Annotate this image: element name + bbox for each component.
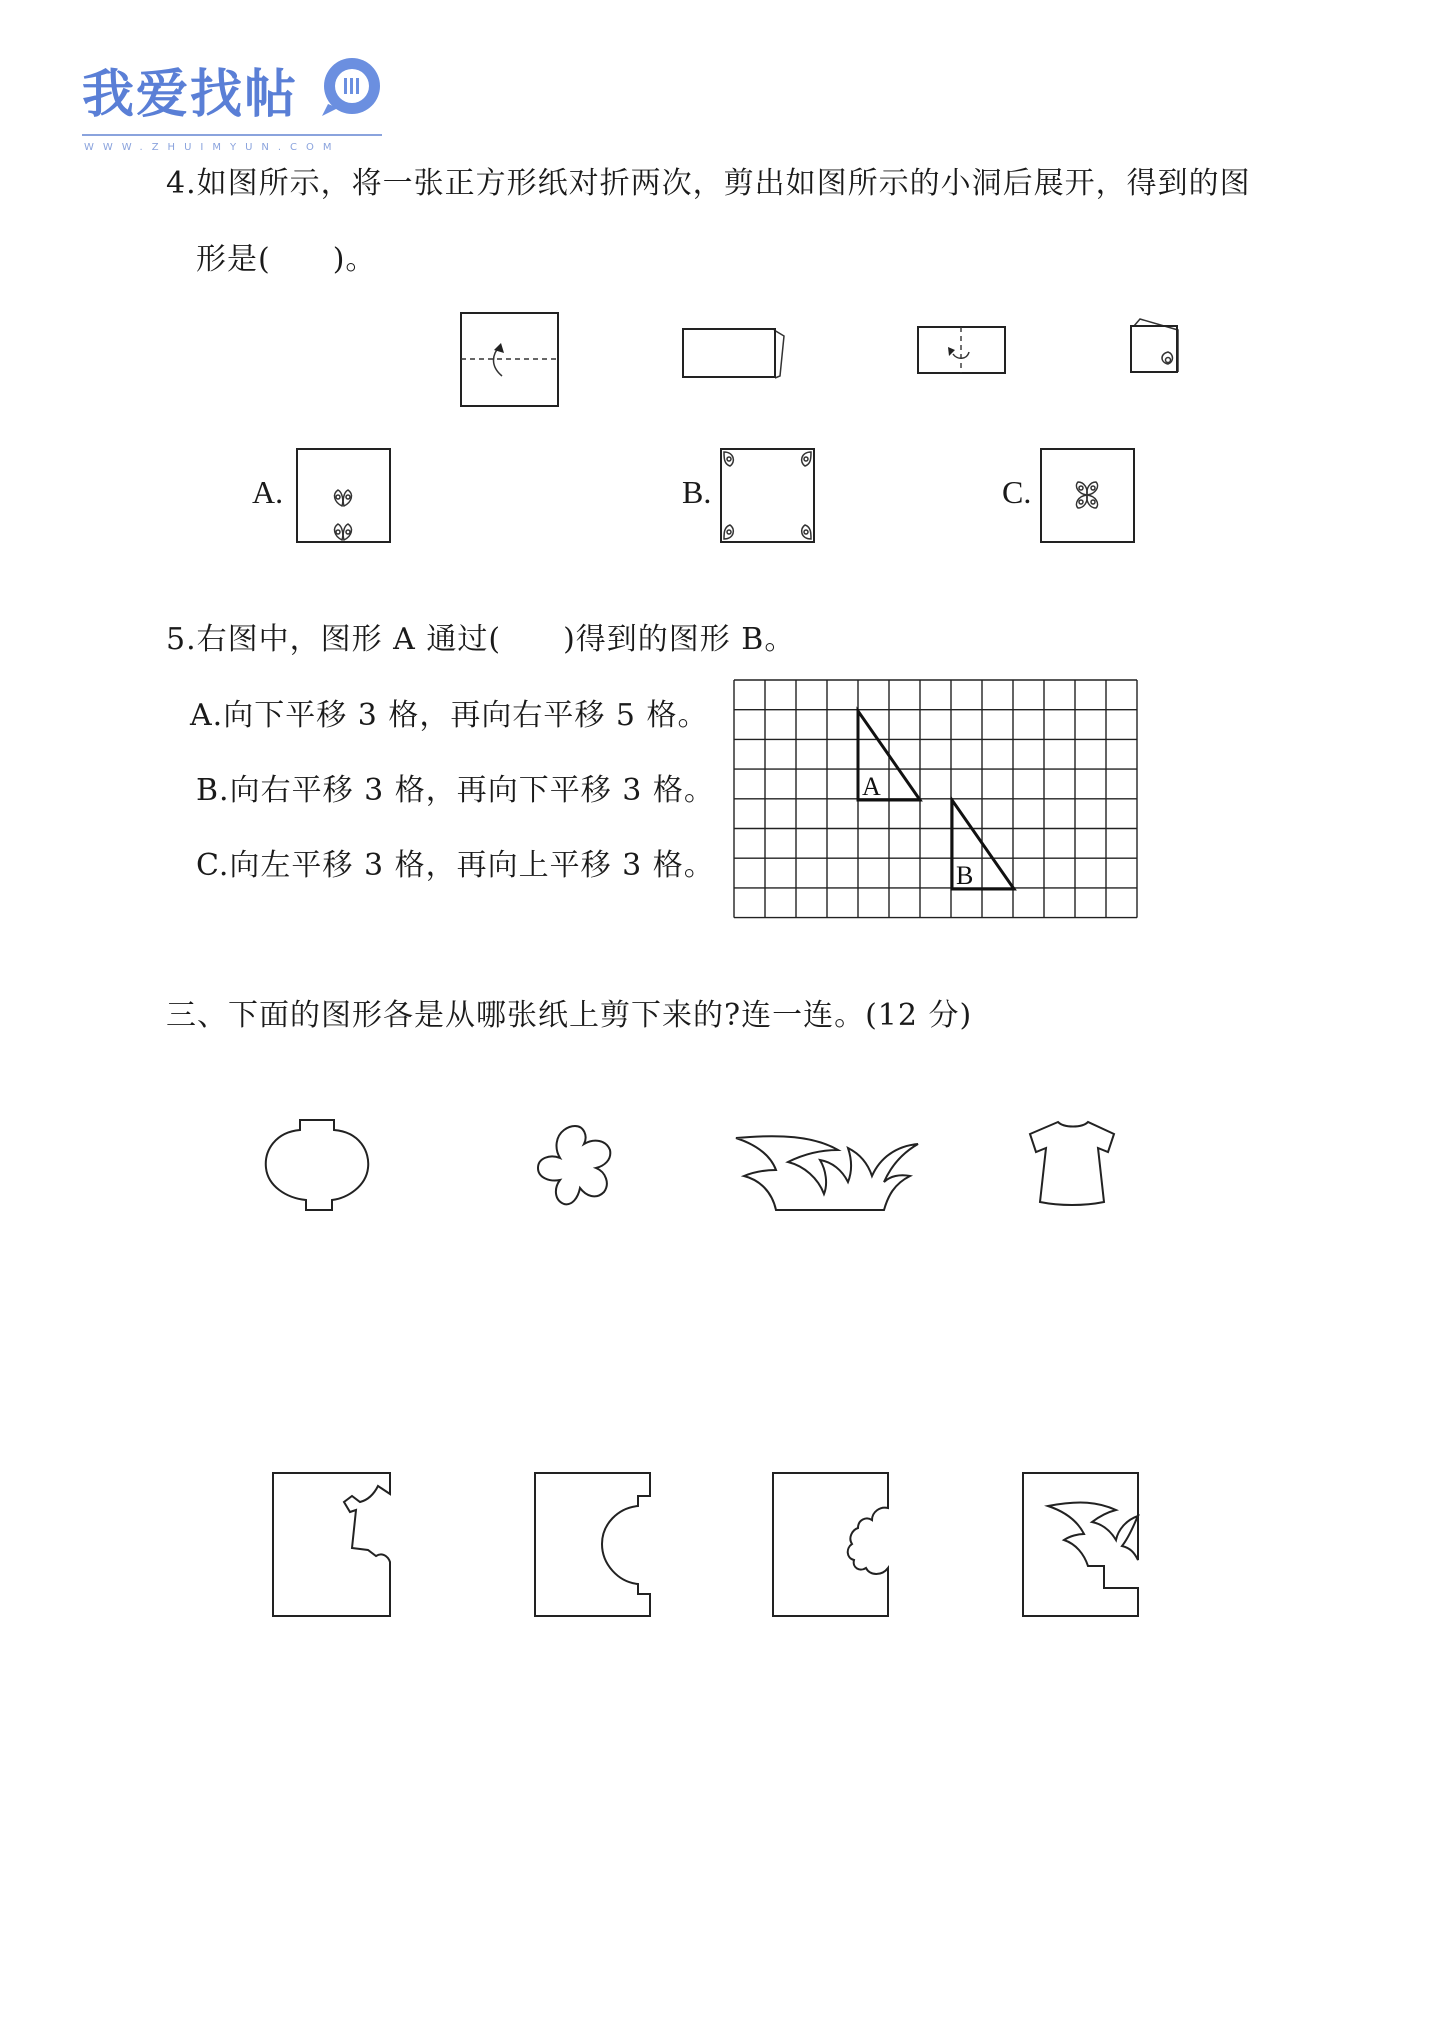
fold-step-2	[682, 324, 786, 380]
q4-option-b-label: B.	[682, 474, 712, 510]
q4-line2: 形是( )。	[196, 242, 377, 277]
q5-stem: 5.右图中，图形 A 通过( )得到的图形 B。	[166, 622, 796, 657]
triangle-a-label: A	[862, 772, 881, 801]
q4-option-a-figure[interactable]	[296, 448, 392, 544]
grass-shape[interactable]	[734, 1130, 920, 1212]
q4-option-c-label: C.	[1002, 474, 1032, 510]
paper-grass-cutout[interactable]	[1022, 1472, 1140, 1618]
logo	[82, 52, 298, 127]
fold-step-1	[460, 312, 560, 408]
q5-option-c[interactable]: C.向左平移 3 格，再向上平移 3 格。	[196, 848, 715, 883]
q5-option-b[interactable]: B.向右平移 3 格，再向下平移 3 格。	[196, 773, 715, 808]
shirt-shape[interactable]	[1028, 1118, 1118, 1208]
logo-subtitle: WWW.ZHUIMYUN.COM	[84, 142, 341, 153]
triangle-b-label: B	[956, 861, 974, 890]
fold-step-4	[1130, 318, 1182, 376]
translation-grid	[734, 679, 1140, 921]
paper-flower-cutout[interactable]	[772, 1472, 890, 1618]
logo-underline	[82, 134, 382, 136]
logo-chat-icon	[318, 56, 386, 118]
fold-step-3	[917, 326, 1007, 376]
section3-title: 三、下面的图形各是从哪张纸上剪下来的?连一连。(12 分)	[166, 998, 973, 1033]
q5-option-a[interactable]: A.向下平移 3 格，再向右平移 5 格。	[190, 698, 709, 733]
flower-shape[interactable]	[532, 1122, 618, 1210]
logo-text: 我爱找帖	[82, 65, 299, 125]
q4-line1: 4.如图所示，将一张正方形纸对折两次，剪出如图所示的小洞后展开，得到的图	[166, 166, 1251, 201]
paper-shirt-cutout[interactable]	[272, 1472, 392, 1618]
paper-lantern-cutout[interactable]	[534, 1472, 652, 1618]
q4-option-c-figure[interactable]	[1040, 448, 1136, 544]
q4-option-b-figure[interactable]	[720, 448, 816, 544]
q4-option-a-label: A.	[252, 474, 284, 510]
lantern-shape[interactable]	[262, 1118, 372, 1212]
